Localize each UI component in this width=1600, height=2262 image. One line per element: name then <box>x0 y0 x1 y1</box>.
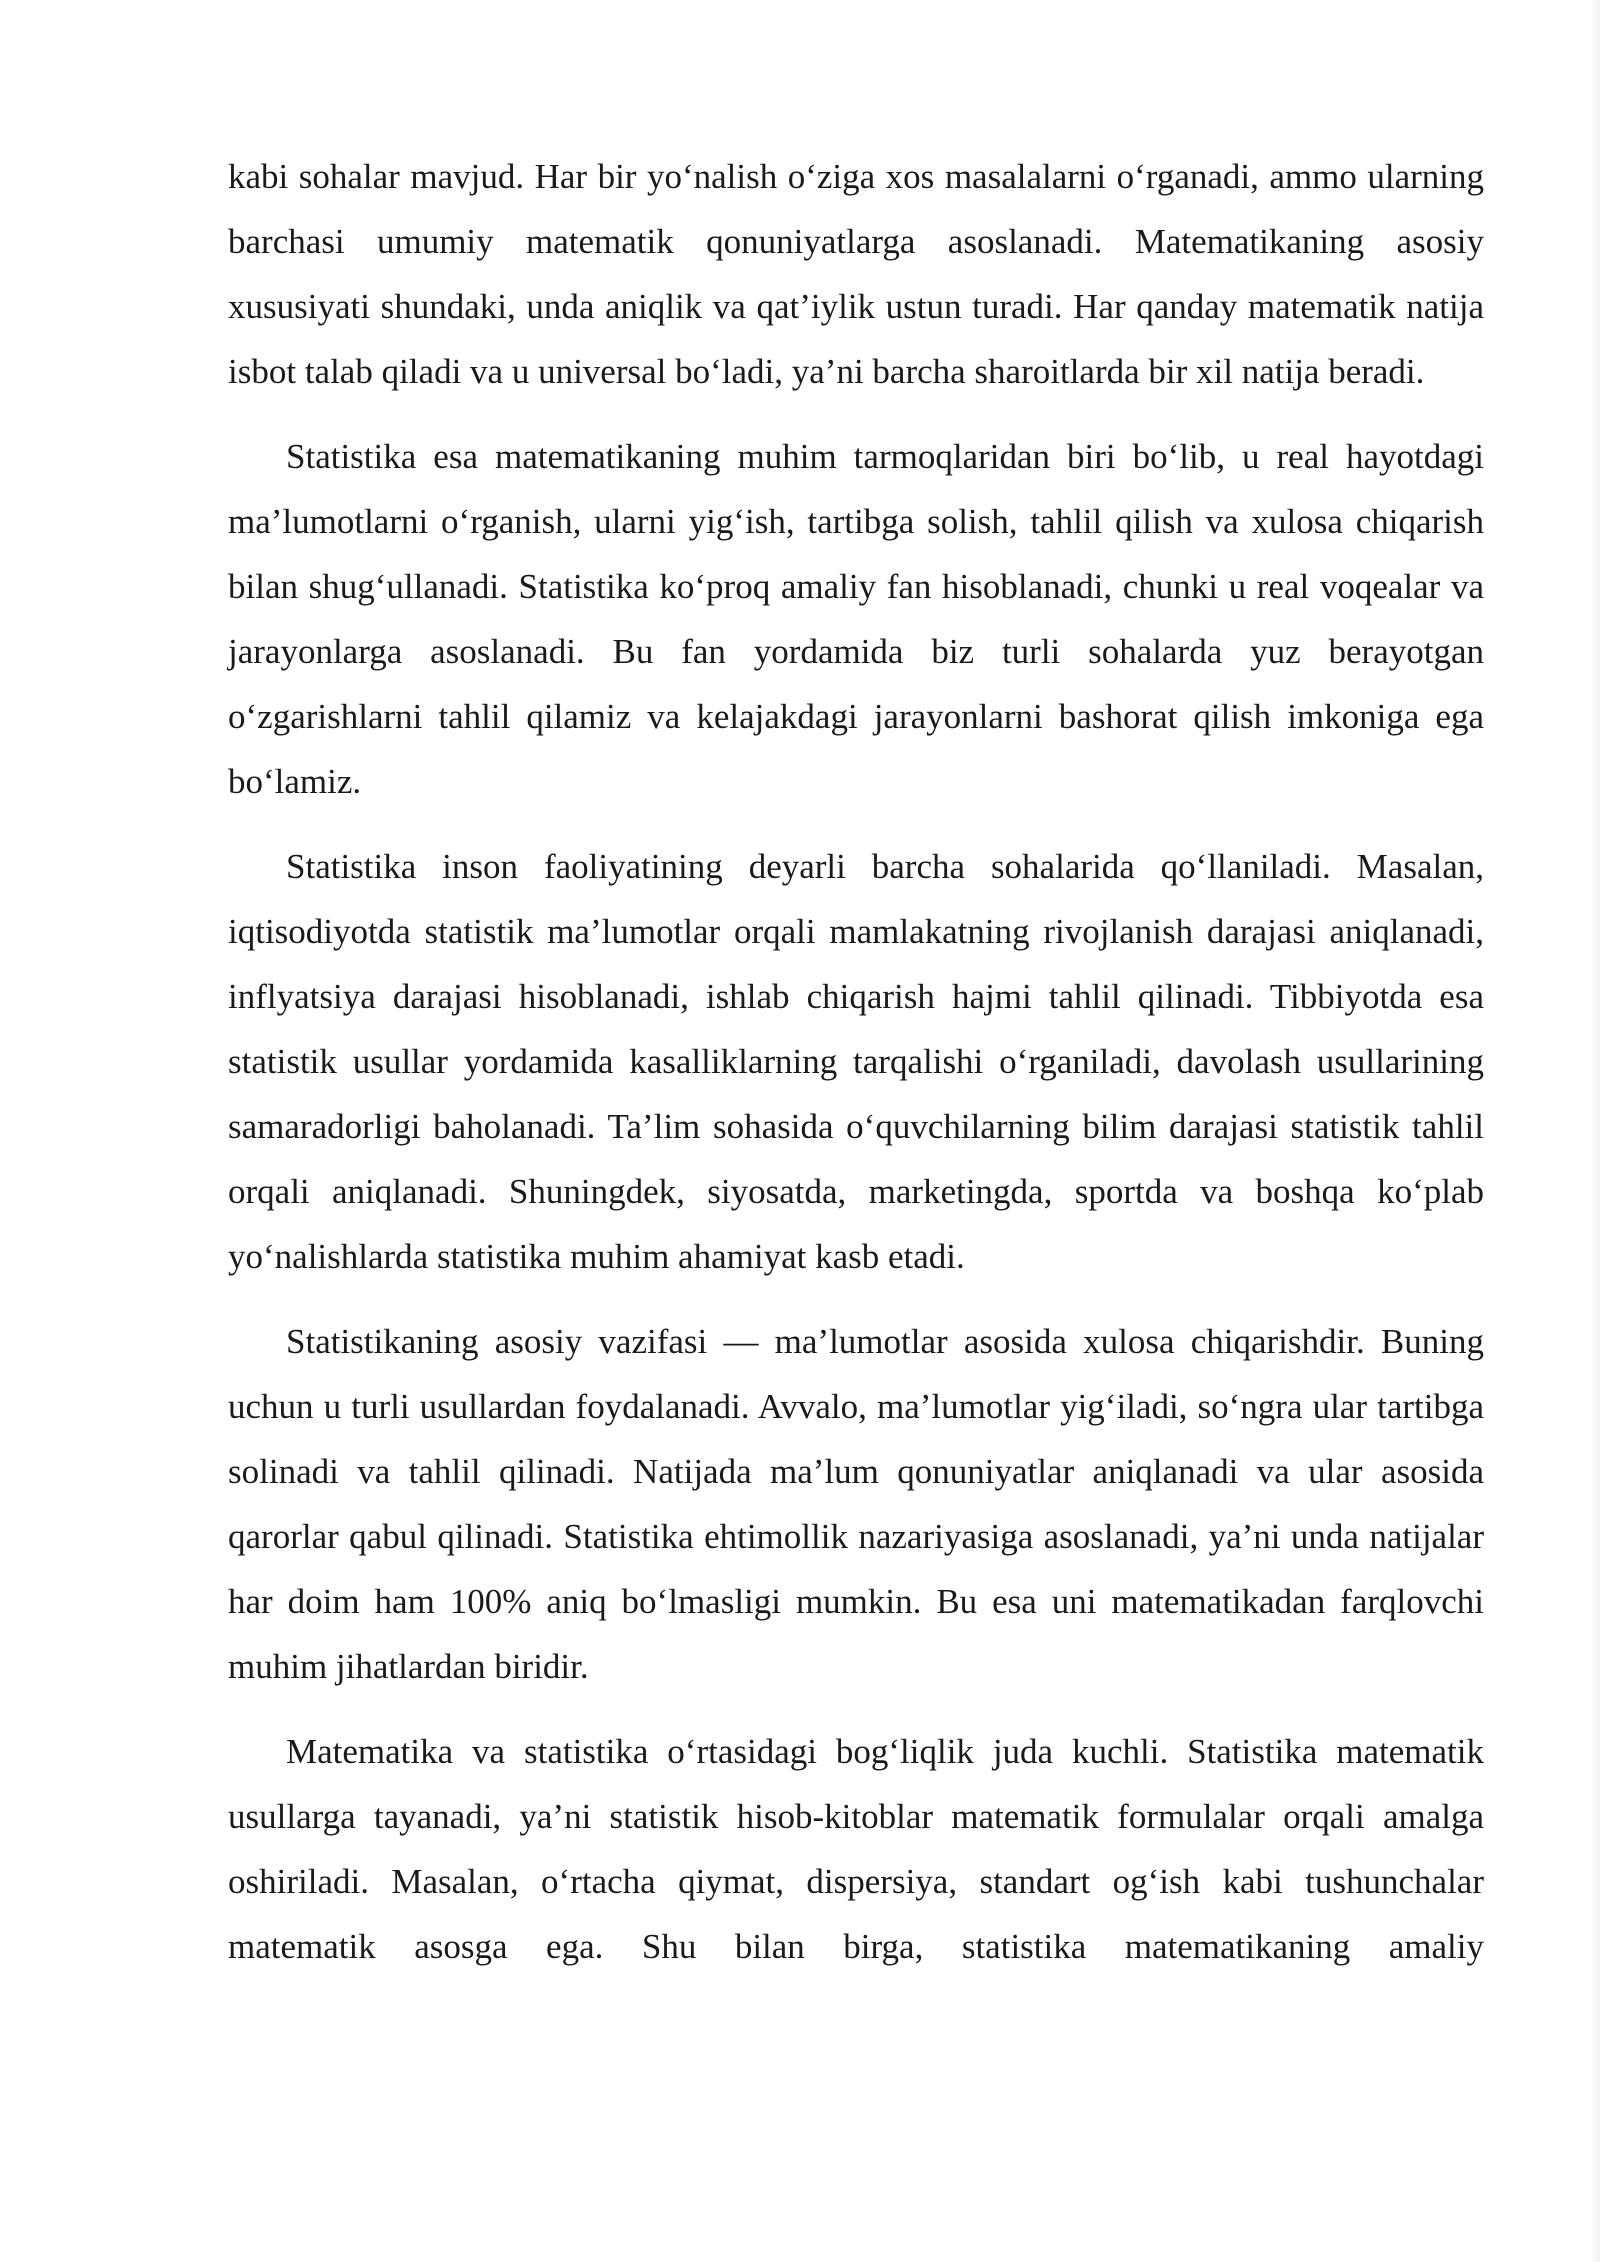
paragraph-continues-next-page: Matematika va statistika o‘rtasidagi bog‘liqlik juda kuchli. Statistika matematik usullarga tayanadi, ya’ni statistik hisob-kitoblar matematik formulalar orqali amalga oshiriladi. Masalan, o‘rtacha qiymat, dispersiya, standart og‘ish kabi tushunchalar matematik asosga ega. Shu bilan birga, statistika matematikaning amaliy <box>228 1732 1484 1966</box>
paragraph: Statistika inson faoliyatining deyarli barcha sohalarida qo‘llaniladi. Masalan, iqtisodiyotda statistik ma’lumotlar orqali mamlakatning rivojlanish darajasi aniqlanadi, inflyatsiya darajasi hisoblanadi, ishlab chiqarish hajmi tahlil qilinadi. Tibbiyotda esa statistik usullar yordamida kasalliklarning tarqalishi o‘rganiladi, davolash usullarining samaradorligi baholanadi. Ta’lim sohasida o‘quvchilarning bilim darajasi statistik tahlil orqali aniqlanadi. Shuningdek, siyosatda, marketingda, sportda va boshqa ko‘plab yo‘nalishlarda statistika muhim ahamiyat kasb etadi. <box>228 847 1484 1276</box>
page-edge-shadow <box>1590 0 1600 2262</box>
text-body <box>228 144 1484 1979</box>
paragraph-continued: kabi sohalar mavjud. Har bir yo‘nalish o‘ziga xos masalalarni o‘rganadi, ammo ularning barchasi umumiy matematik qonuniyatlarga asoslanadi. Matematikaning asosiy xususiyati shundaki, unda aniqlik va qat’iylik ustun turadi. Har qanday matematik natija isbot talab qiladi va u universal bo‘ladi, ya’ni barcha sharoitlarda bir xil natija beradi. <box>228 157 1484 391</box>
paragraph: Statistikaning asosiy vazifasi — ma’lumotlar asosida xulosa chiqarishdir. Buning uchun u turli usullardan foydalanadi. Avvalo, ma’lumotlar yig‘iladi, so‘ngra ular tartibga solinadi va tahlil qilinadi. Natijada ma’lum qonuniyatlar aniqlanadi va ular asosida qarorlar qabul qilinadi. Statistika ehtimollik nazariyasiga asoslanadi, ya’ni unda natijalar har doim ham 100% aniq bo‘lmasligi mumkin. Bu esa uni matematikadan farqlovchi muhim jihatlardan biridir. <box>228 1322 1484 1686</box>
paragraph: Statistika esa matematikaning muhim tarmoqlaridan biri bo‘lib, u real hayotdagi ma’lumotlarni o‘rganish, ularni yig‘ish, tartibga solish, tahlil qilish va xulosa chiqarish bilan shug‘ullanadi. Statistika ko‘proq amaliy fan hisoblanadi, chunki u real voqealar va jarayonlarga asoslanadi. Bu fan yordamida biz turli sohalarda yuz berayotgan o‘zgarishlarni tahlil qilamiz va kelajakdagi jarayonlarni bashorat qilish imkoniga ega bo‘lamiz. <box>228 437 1484 801</box>
